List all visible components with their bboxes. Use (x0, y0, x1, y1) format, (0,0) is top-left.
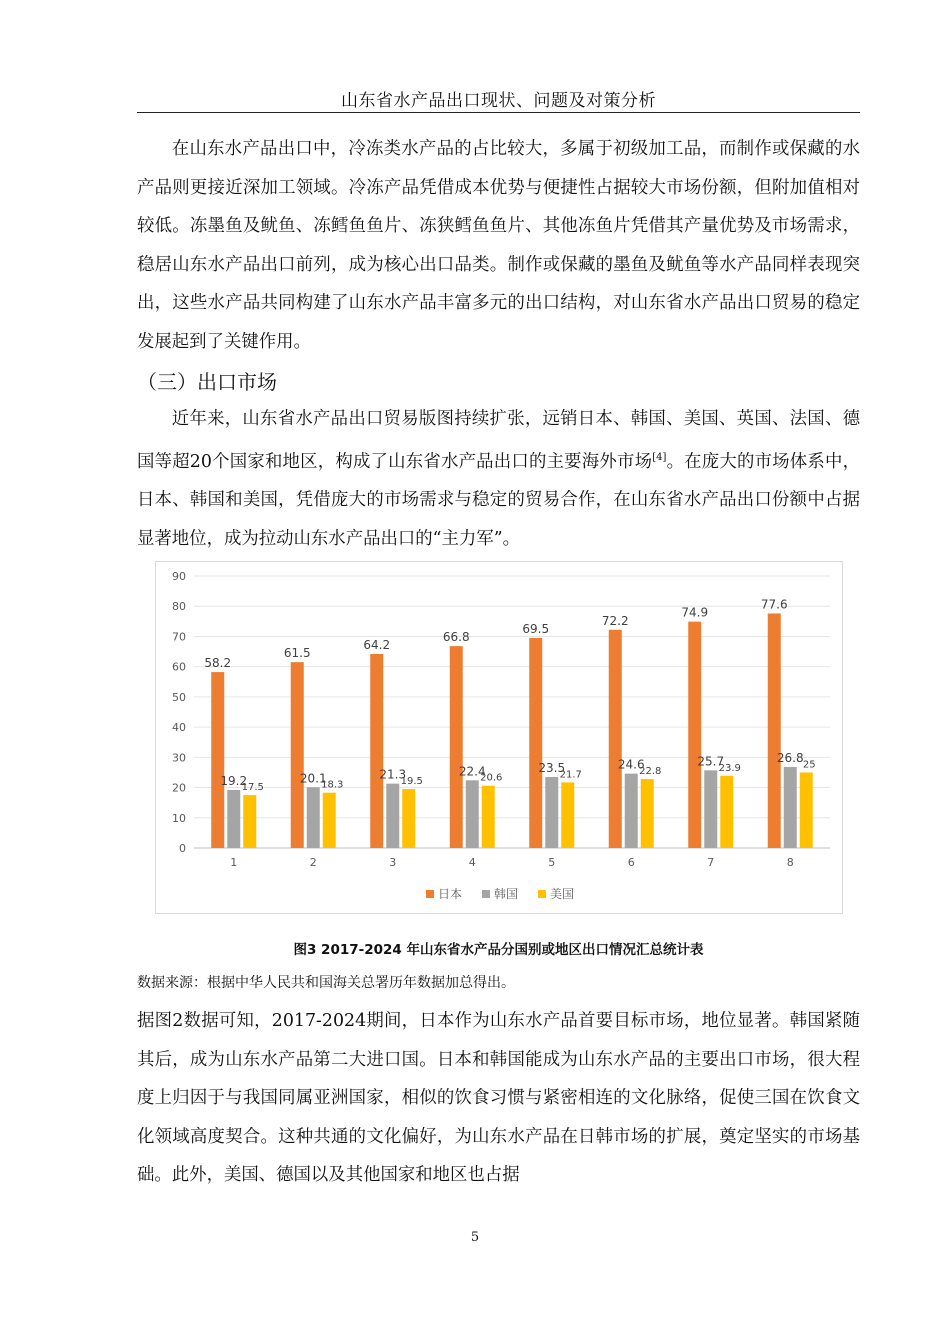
legend-swatch-日本 (426, 890, 434, 898)
x-tick-label: 6 (627, 856, 635, 869)
y-tick-label: 60 (172, 660, 186, 674)
header-rule (137, 112, 860, 113)
bar-日本 (609, 630, 622, 848)
data-label: 61.5 (283, 646, 311, 661)
y-tick-label: 70 (172, 630, 186, 644)
data-label: 66.8 (442, 630, 470, 645)
bar-韩国 (227, 790, 240, 848)
y-tick-label: 80 (172, 600, 186, 614)
data-label: 21.7 (559, 769, 582, 781)
data-label: 58.2 (204, 656, 232, 671)
bar-美国 (800, 772, 813, 848)
bar-日本 (688, 622, 701, 848)
paragraph-text-part2: 。在庞大的市场体系中，日本、韩国和美国，凭借庞大的市场需求与稳定的贸易合作，在山东省水产品出口份额中占据显著地位，成为拉动山东水产品出口的“主力军”。 (137, 451, 860, 549)
data-label: 20.1 (299, 771, 327, 786)
bar-美国 (243, 795, 256, 848)
y-tick-label: 90 (172, 570, 186, 583)
y-tick-label: 50 (172, 690, 186, 704)
data-label: 69.5 (522, 621, 550, 636)
bar-韩国 (386, 784, 399, 848)
x-tick-label: 8 (786, 856, 794, 869)
data-label: 72.2 (601, 613, 629, 628)
x-tick-label: 7 (707, 856, 715, 869)
running-header: 山东省水产品出口现状、问题及对策分析 (341, 91, 656, 111)
legend-label: 日本 (438, 887, 463, 901)
bar-美国 (561, 782, 574, 848)
bar-美国 (720, 776, 733, 848)
legend-swatch-美国 (538, 890, 546, 898)
x-tick-label: 3 (389, 856, 397, 869)
bar-日本 (768, 613, 781, 848)
chart-container (155, 561, 843, 914)
data-label: 25 (802, 759, 816, 771)
bar-日本 (211, 672, 224, 848)
data-label: 74.9 (681, 605, 709, 620)
data-label: 22.8 (639, 766, 662, 778)
data-label: 17.5 (241, 782, 264, 794)
paragraph-export-structure: 在山东水产品出口中，冷冻类水产品的占比较大，多属于初级加工品，而制作或保藏的水产品则更接近深加工领域。冷冻产品凭借成本优势与便捷性占据较大市场份额，但附加值相对较低。冻墨鱼及鱿鱼、冻鳕鱼鱼片、冻狭鳕鱼鱼片、其他冻鱼片凭借其产量优势及市场需求，稳居山东水产品出口前列，成为核心出口品类。制作或保藏的墨鱼及鱿鱼等水产品同样表现突出，这些水产品共同构建了山东水产品丰富多元的出口结构，对山东省水产品出口贸易的稳定发展起到了关键作用。 (137, 139, 860, 352)
data-label: 20.6 (480, 772, 503, 784)
legend-label: 韩国 (494, 887, 519, 901)
bar-日本 (529, 638, 542, 848)
bar-韩国 (466, 780, 479, 848)
bar-韩国 (307, 787, 320, 848)
data-label: 64.2 (363, 637, 391, 652)
data-source-note: 数据来源：根据中华人民共和国海关总署历年数据加总得出。 (137, 975, 515, 991)
y-tick-label: 30 (172, 751, 186, 765)
y-tick-label: 0 (179, 842, 186, 855)
data-label: 19.5 (400, 776, 423, 788)
figure-caption: 图3 2017-2024 年山东省水产品分国别或地区出口情况汇总统计表 (293, 942, 704, 958)
page-number: 5 (470, 1230, 480, 1245)
bar-美国 (323, 793, 336, 848)
data-label: 25.7 (697, 754, 725, 769)
section-heading: （三）出口市场 (137, 370, 277, 394)
x-tick-label: 4 (468, 856, 476, 869)
bar-美国 (641, 779, 654, 848)
bar-日本 (450, 646, 463, 848)
legend-swatch-韩国 (482, 890, 490, 898)
data-label: 22.4 (458, 764, 486, 779)
bar-日本 (370, 654, 383, 848)
bar-日本 (291, 662, 304, 848)
data-label: 26.8 (776, 751, 804, 766)
legend-label: 美国 (550, 887, 575, 901)
y-tick-label: 40 (172, 721, 186, 735)
bar-韩国 (625, 774, 638, 848)
bar-韩国 (704, 770, 717, 848)
data-label: 23.9 (718, 762, 741, 774)
bar-chart (156, 562, 842, 913)
bar-美国 (402, 789, 415, 848)
y-tick-label: 20 (172, 781, 186, 795)
data-label: 23.5 (538, 760, 566, 775)
paragraph-text-part1: 近年来，山东省水产品出口贸易版图持续扩张，远销日本、韩国、美国、英国、法国、德国等超20个国家和地区，构成了山东省水产品出口的主要海外市场 (137, 409, 860, 472)
data-label: 19.2 (220, 773, 248, 788)
citation-ref[interactable]: [4] (652, 451, 667, 463)
data-label: 24.6 (617, 757, 645, 772)
bar-韩国 (545, 777, 558, 848)
data-label: 77.6 (760, 597, 788, 612)
bar-韩国 (784, 767, 797, 848)
y-tick-label: 10 (172, 811, 186, 825)
paragraph-export-markets (137, 400, 860, 558)
paragraph-analysis: 据图2数据可知，2017-2024期间，日本作为山东水产品首要目标市场，地位显著。韩国紧随其后，成为山东水产品第二大进口国。日本和韩国能成为山东水产品的主要出口市场，很大程度上归因于与我国同属亚洲国家，相似的饮食习惯与紧密相连的文化脉络，促使三国在饮食文化领域高度契合。这种共通的文化偏好，为山东水产品在日韩市场的扩展，奠定坚实的市场基础。此外，美国、德国以及其他国家和地区也占据 (137, 1011, 860, 1185)
x-tick-label: 2 (309, 856, 317, 869)
data-label: 21.3 (379, 767, 407, 782)
x-tick-label: 5 (548, 856, 556, 869)
bar-美国 (482, 786, 495, 848)
data-label: 18.3 (321, 779, 344, 791)
x-tick-label: 1 (230, 856, 238, 869)
